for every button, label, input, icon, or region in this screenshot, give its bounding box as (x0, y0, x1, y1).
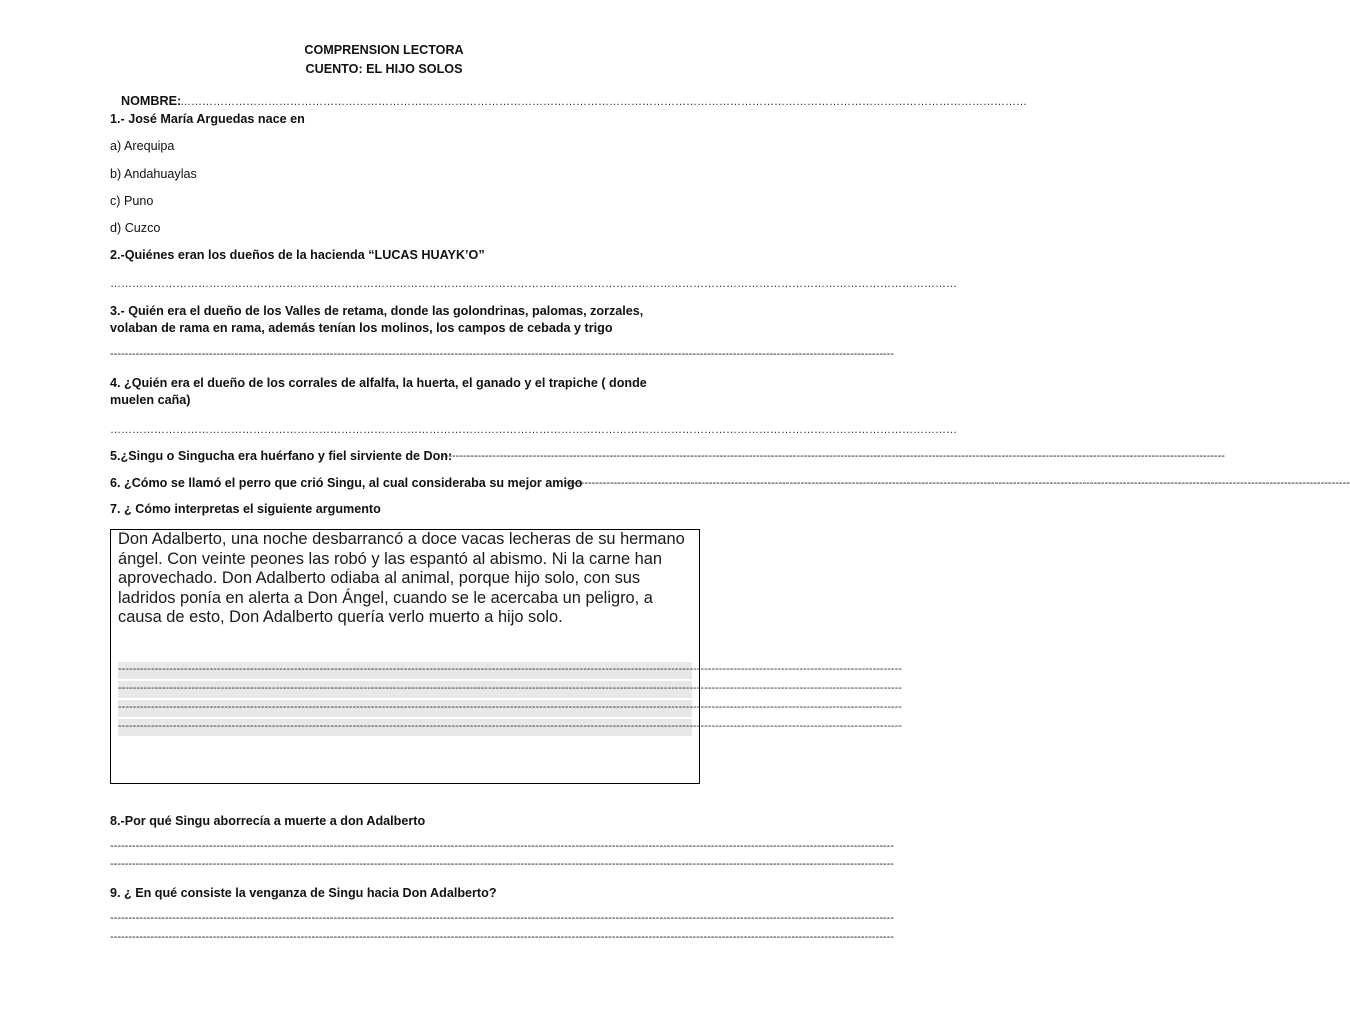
worksheet-subtitle: CUENTO: EL HIJO SOLOS (305, 62, 463, 76)
question-2: 2.-Quiénes eran los dueños de la hacienda “LUCAS HUAYK’O” (110, 248, 485, 262)
q8-answer-line-1[interactable]: ---------------------------------------------------------------------------------------------------------------------------------------------------------------------------------------------------------------------- (110, 840, 894, 852)
q6-answer-line[interactable]: ---------------------------------------------------------------------------------------------------------------------------------------------------------------------------------------------------------------------- (566, 477, 1350, 489)
question-1: 1.- José María Arguedas nace en (110, 112, 305, 126)
q9-answer-line-2[interactable]: ---------------------------------------------------------------------------------------------------------------------------------------------------------------------------------------------------------------------- (110, 931, 894, 943)
worksheet-title: COMPRENSION LECTORA (304, 43, 464, 57)
q7-answer-line-4[interactable]: ---------------------------------------------------------------------------------------------------------------------------------------------------------------------------------------------------------------------- (118, 719, 692, 736)
q1-option-b[interactable]: b) Andahuaylas (110, 167, 197, 181)
argument-box (110, 529, 902, 784)
q1-option-c[interactable]: c) Puno (110, 194, 154, 208)
name-answer-line[interactable]: …………………………………………………………………………………………………………………………………………………………………………………………………………… (180, 96, 1027, 108)
question-3-line-2: volaban de rama en rama, además tenían los molinos, los campos de cebada y trigo (110, 321, 613, 335)
question-3-line-1: 3.- Quién era el dueño de los Valles de retama, donde las golondrinas, palomas, zorzales, (110, 304, 644, 318)
question-4-line-1: 4. ¿Quién era el dueño de los corrales de alfalfa, la huerta, el ganado y el trapiche ( donde (110, 376, 647, 390)
q5-answer-line[interactable]: ---------------------------------------------------------------------------------------------------------------------------------------------------------------------------------------------------------------------- (441, 450, 1225, 462)
question-8: 8.-Por qué Singu aborrecía a muerte a don Adalberto (110, 814, 426, 828)
q2-answer-line[interactable]: …………………………………………………………………………………………………………………………………………………………………………………………………………… (110, 278, 957, 290)
q3-answer-line[interactable]: ---------------------------------------------------------------------------------------------------------------------------------------------------------------------------------------------------------------------- (110, 348, 894, 360)
q7-answer-line-2[interactable]: ---------------------------------------------------------------------------------------------------------------------------------------------------------------------------------------------------------------------- (118, 681, 692, 698)
q7-answer-line-1[interactable]: ---------------------------------------------------------------------------------------------------------------------------------------------------------------------------------------------------------------------- (118, 662, 692, 679)
q8-answer-line-2[interactable]: ---------------------------------------------------------------------------------------------------------------------------------------------------------------------------------------------------------------------- (110, 858, 894, 870)
q1-option-a[interactable]: a) Arequipa (110, 139, 175, 153)
question-6: 6. ¿Cómo se llamó el perro que crió Singu, al cual consideraba su mejor amigo (110, 476, 583, 490)
question-4-line-2: muelen caña) (110, 393, 191, 407)
q7-answer-line-3[interactable]: ---------------------------------------------------------------------------------------------------------------------------------------------------------------------------------------------------------------------- (118, 700, 692, 717)
name-label: NOMBRE: (121, 94, 182, 108)
question-9: 9. ¿ En qué consiste la venganza de Singu hacia Don Adalberto? (110, 886, 497, 900)
q9-answer-line-1[interactable]: ---------------------------------------------------------------------------------------------------------------------------------------------------------------------------------------------------------------------- (110, 912, 894, 924)
q1-option-d[interactable]: d) Cuzco (110, 221, 161, 235)
question-5: 5.¿Singu o Singucha era huérfano y fiel sirviente de Don: (110, 449, 453, 463)
question-7: 7. ¿ Cómo interpretas el siguiente argumento (110, 502, 381, 516)
argument-passage: Don Adalberto, una noche desbarrancó a doce vacas lecheras de su hermano ángel. Con veinte peones las robó y las espantó al abismo. Ni la carne han aprovechado. Don Adalberto odiaba al animal, porque hijo solo, con sus ladridos ponía en alerta a Don Ángel, cuando se le acercaba un peligro, a causa de esto, Don Adalberto quería verlo muerto a hijo solo. (118, 530, 685, 626)
q4-answer-line[interactable]: …………………………………………………………………………………………………………………………………………………………………………………………………………… (110, 424, 957, 436)
